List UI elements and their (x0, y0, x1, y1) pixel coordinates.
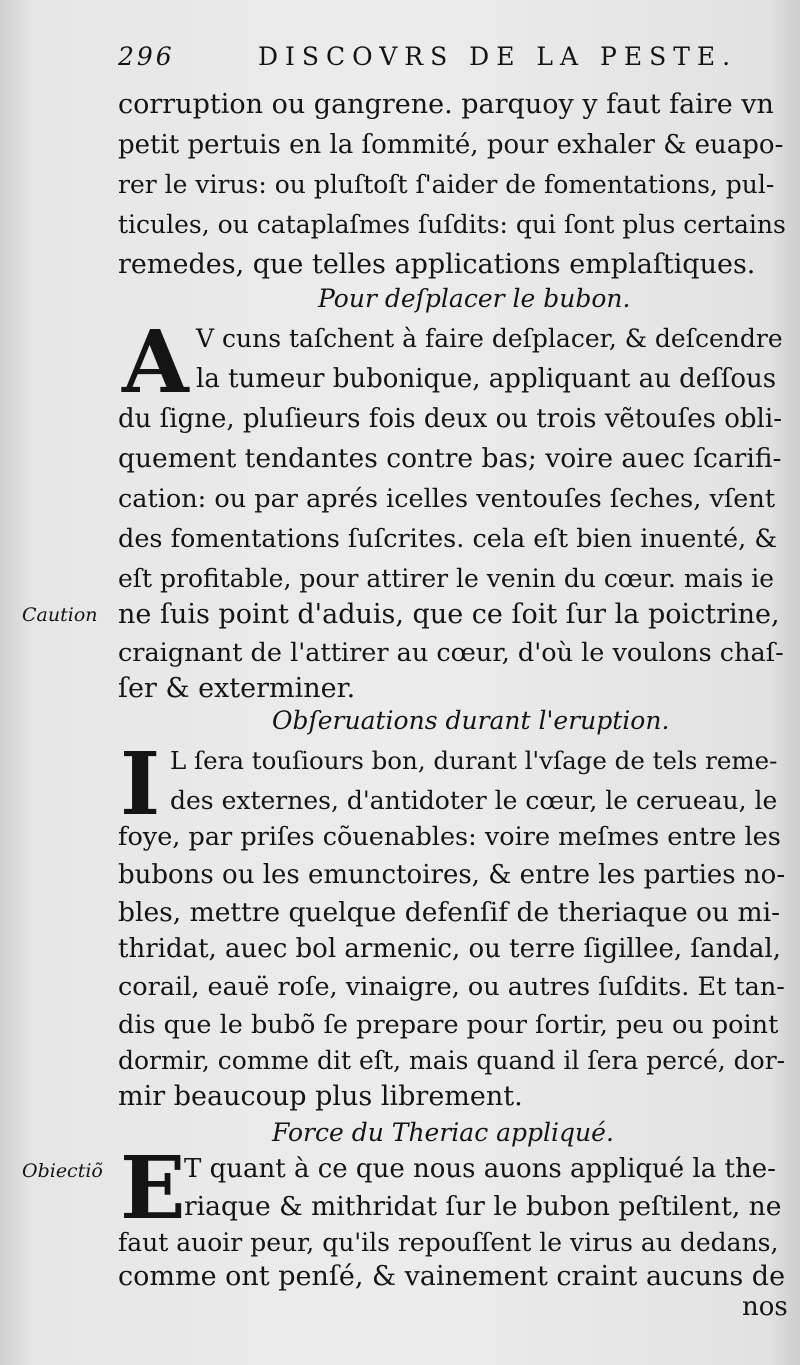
text-line: bubons ou les emunctoires, & entre les parties no- (118, 860, 786, 890)
text-line: L ſera touſiours bon, durant l'vſage de tels reme- (170, 746, 778, 775)
text-line: rer le virus: ou pluſtoſt ſ'aider de fomentations, pul- (118, 170, 775, 199)
catchword: nos (742, 1292, 788, 1322)
text-line: quement tendantes contre bas; voire auec ſcarifi- (118, 443, 782, 474)
text-line: eſt profitable, pour attirer le venin du cœur. mais ie (118, 564, 774, 593)
text-line: cation: ou par aprés icelles ventouſes ſeches, vſent (118, 484, 776, 514)
margin-note-objection: Obiectiõ (22, 1160, 103, 1182)
section-heading: Obſeruations durant l'eruption. (272, 706, 670, 735)
text-line: ne ſuis point d'aduis, que ce ſoit ſur la poictrine, (118, 599, 780, 630)
page-header (118, 42, 778, 82)
text-line: des fomentations ſuſcrites. cela eſt bien inuenté, & (118, 524, 778, 554)
section-heading: Force du Theriac appliqué. (272, 1118, 614, 1147)
text-line: bles, mettre quelque defenſif de theriaque ou mi- (118, 897, 781, 928)
text-line: remedes, que telles applications emplaſtiques. (118, 249, 756, 280)
drop-cap: E (120, 1138, 186, 1239)
text-line: dis que le bubõ ſe prepare pour ſortir, peu ou point (118, 1010, 779, 1040)
text-line: foye, par priſes cõuenables: voire meſmes entre les (118, 822, 781, 852)
text-line: riaque & mithridat ſur le bubon peſtilent, ne (184, 1191, 782, 1222)
text-line: petit pertuis en la ſommité, pour exhaler & euapo- (118, 130, 784, 160)
text-line: mir beaucoup plus librement. (118, 1081, 523, 1112)
running-title: DISCOVRS DE LA PESTE. (258, 42, 738, 71)
text-line: faut auoir peur, qu'ils repouſſent le virus au dedans, (118, 1228, 779, 1257)
margin-note-caution: Caution (22, 604, 98, 626)
text-line: thridat, auec bol armenic, ou terre ſigillee, ſandal, (118, 934, 781, 964)
drop-cap: I (120, 734, 161, 835)
text-line: la tumeur bubonique, appliquant au deſſous (196, 364, 777, 394)
text-line: corail, eauë roſe, vinaigre, ou autres ſuſdits. Et tan- (118, 972, 785, 1002)
text-line: des externes, d'antidoter le cœur, le cerueau, le (170, 786, 778, 815)
text-line: ticules, ou cataplaſmes ſuſdits: qui ſont plus certains (118, 210, 786, 239)
text-line: craignant de l'attirer au cœur, d'où le voulons chaſ- (118, 638, 784, 668)
text-line: V cuns taſchent à faire deſplacer, & deſcendre (196, 324, 783, 353)
page-number: 296 (118, 42, 175, 71)
drop-cap: A (122, 312, 189, 413)
text-line: corruption ou gangrene. parquoy y faut faire vn (118, 89, 774, 120)
text-line: T quant à ce que nous auons appliqué la the- (184, 1154, 776, 1184)
text-line: comme ont penſé, & vainement craint aucuns de (118, 1261, 786, 1292)
section-heading: Pour deſplacer le bubon. (318, 284, 631, 313)
text-line: dormir, comme dit eſt, mais quand il ſera percé, dor- (118, 1046, 786, 1075)
text-line: ſer & exterminer. (118, 673, 356, 704)
text-line: du ſigne, pluſieurs fois deux ou trois vẽtouſes obli- (118, 404, 782, 434)
